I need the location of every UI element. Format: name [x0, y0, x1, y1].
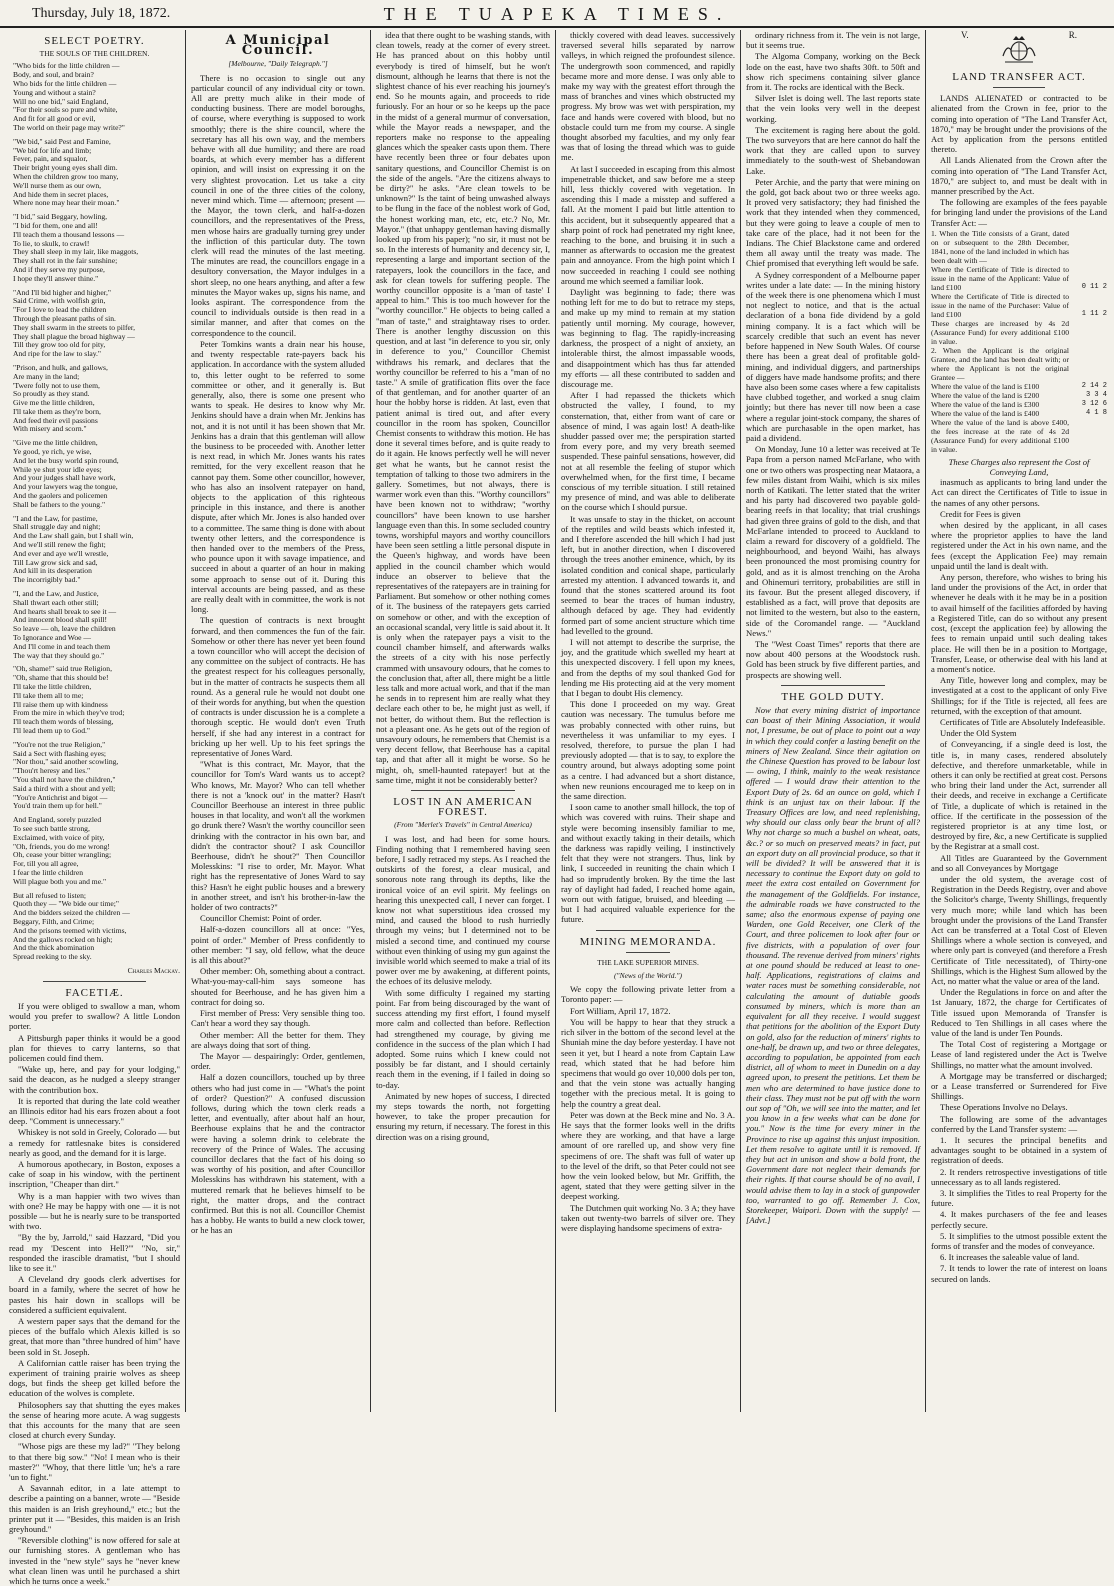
fee-row [931, 319, 1107, 346]
fee-row [931, 229, 1107, 265]
fee-amount: 0 11 2 [1081, 282, 1107, 291]
paragraph: 5. It simplifies to the utmost possible extent the forms of transfer and the modes of conveyance. [931, 1230, 1107, 1252]
paragraph: I was lost, and had been for some hours. Finding nothing that I remembered having seen before, I sadly retraced my steps. As I reached the outskirts of the forest, a clear musical, and sonorous note rang through its depths, like the ironical voice of an evil spirit. My feelings on hearing this unexpected call, I never can forget. I know not what superstitious idea crossed my mind, and caused the blood to rush hurriedly through my veins; but I determined not to be misled a second time, and continued my course without even thinking of using my gun against the invisible world which seemed to make a trial of its power over me by awakening, at different points, the echoes of its delusive melody. [376, 833, 550, 987]
fee-amount: 1 11 2 [1081, 309, 1107, 318]
fee-amount [1069, 229, 1107, 265]
paragraph: A Californian cattle raiser has been trying the experiment of training prairie wolves as sheep dogs, but finds the sheep get killed before the education of the wolves is complete. [9, 1357, 180, 1399]
paragraph: The Total Cost of registering a Mortgage or Lease of land registered under the Act is Twelve Shillings, no matter what the amount involved. [931, 1039, 1107, 1070]
fee-amount: 3 12 6 [1081, 399, 1107, 408]
column-3 [371, 30, 555, 1412]
charges-note: These Charges also represent the Cost of Conveying Land, [948, 456, 1090, 478]
masthead [0, 0, 1114, 28]
royal-cipher [931, 30, 1107, 66]
poem-stanza: "I bid," said Beggary, howling, "I bid for them, one and all! I'll teach them a thousand lessons — To lie, to skulk, to crawl! They shall sleep in my lair, like maggots, They shall rot in the fair sunshine; And if they serve my purpose, I hope they'll answer thine." [13, 212, 139, 283]
fee-description: Where the value of the land is £100 [931, 381, 1040, 391]
fee-description: Where the Certificate of Title is directed to issue in the name of the Applicant: Value of land £100 [931, 264, 1069, 292]
article-body [376, 834, 550, 1142]
paragraph: Under the Old System [940, 728, 1017, 739]
article-body [746, 705, 920, 1225]
poem-stanza: "You're not the true Religion," Said a Sect with flashing eyes; "Nor thou," said another scowling, "Thou'rt heresy and lies." "You shall not have the children," Said a third with a shout and yell; "You're Antichrist and bigot — You'd train them up for hell." [13, 739, 119, 811]
paragraph: All Titles are Guaranteed by the Government and so all Conveyances by Mortgage [931, 852, 1107, 873]
paragraph: 2. It renders retrospective investigations of title unnecessary as to all lands registered. [931, 1166, 1107, 1187]
paragraph: 4. It makes purchasers of the fee and leases perfectly secure. [931, 1209, 1107, 1230]
paragraph: Fort William, April 17, 1872. [570, 1005, 671, 1016]
paragraph: Daylight was beginning to fade; there was nothing left for me to do but to retrace my steps, and make up my mind to remain at my station patiently until morning. My courage, however, was beginning to flag. The rapidly-increasing darkness, the prospect of a night of anxiety, an intolerable thirst, the almost impassable woods, and disappointment which has thus far attended my efforts — all these contributed to sadden and discourage me. [561, 287, 735, 389]
paragraph: under the old system, the average cost of Registration in the Deeds Registry, over and above the Solicitor's charge, Twenty Shillings, frequently very much more; while land which has been brought under the provisions of the Land Transfer Act can be transferred at a Total Cost of Eleven Shillings where a whole section is conveyed, and where only part is conveyed (and therefore a Fresh Certificate of Title necessitated), of Thirty-one Shillings, which is the Highest Sum allowed by the Act, no matter what the value or area of the land. [931, 873, 1107, 986]
poem-stanza: "And I'll bid higher and higher," Said Crime, with wolfish grin, "For I love to lead the children Through the pleasant paths of sin. They shall swarm in the streets to pilfer, They shall plague the broad highway — Till they grow too old for pity, And ripe for the law to slay." [13, 287, 136, 359]
paragraph: These Operations Involve no Delays. [940, 1102, 1068, 1113]
fee-amount [1069, 346, 1107, 382]
fee-row [931, 382, 1107, 391]
fees-table [931, 229, 1107, 454]
article-subheading: THE LAKE SUPERIOR MINES. [597, 957, 699, 967]
paragraph: 6. It increases the saleable value of land. [940, 1252, 1080, 1263]
paragraph: After I had repassed the thickets which obstructed the valley, I found, to my consternation, that, either from want of care or absence of mind, I was again lost! A death-like shudder passed over me; the perspiration started from every pore, and my very breath seemed suspended. These painful sensations, however, did not at all resemble the feeling of stupor which overwhelmed when, for the first time, I became conscious of my terrible situation. I still retained my presence of mind, and was able to deliberate on the course which I should pursue. [561, 390, 735, 513]
facetiae-heading: FACETIÆ. [65, 986, 124, 999]
paragraph: First member of Press: Very sensible thing too. Can't hear a word they say though. [191, 1008, 365, 1029]
paragraph: Now that every mining district of importance can boast of their Mining Association, it would not, I presume, be out of place to point out a way in which they could confer a lasting benefit on the miners of New Zealand. Since their agitation on the Chinese Question has proved to be labour lost — owing, I think, mainly to the weak resistance offered — I would draw their attention to the Export Duty of 2s. 6d an ounce on gold, which I think is an unjust tax on their labour. If the Treasury Offices are low, and need replenishing, why should our class only bear the brunt of all? Why not charge so much a bushel on wheat, oats, &c.? or so much on preserved meats? in fact, put an export duty on all provincial produce, so that it will be divided? It will be answered that it is necessary to continue the Export duty on gold to meet the extra cost entailed on Government for the management of the Goldfields. For instance, the admirable roads we have constructed to the same; also the enormous expense of paying one Warden, one Gold Receiver, one Clerk of the Court, and three policemen to look after four or five districts, with a population of over four thousand. The revenue derived from miners' rights at one pound should be reduced at least to one-half. Applications, registrations of claims and water races must be something considerable, not calculating the amount of dutiable goods consumed by miners, which is more than an equivalent for all they receive. I would suggest that petitions for the abolition of the Export Duty on gold, also for the reduction of miners' rights to one-half, be drawn up, and two or three delegates, according to population, be appointed from each district, all of whom to meet in Dunedin on a day agreed upon, to present the petitions. Let them be men who are determined to have justice done to their class. They must not be put off with the worn out sop of "Oh, we will see into the matter, and let you know in a few weeks what can be done for you." Now is the time for every miner in the Province to rise up against this unjust imposition. Let them resolve to agitate until it is removed. If they but act in unison and show a bold front, the Government dare not neglect their demands for their rights. If that course should be of no avail, I would advise them to lay in a stock of gunpowder too, warranted to go off. Remember J. Cox, Storekeeper, Waipori. Down with the supply! — [Advt.] [746, 705, 920, 1226]
divider [993, 87, 1046, 88]
paragraph: At last I succeeded in escaping from this almost impenetrable thicket, and saw before me a steep hill, less thickly covered with vegetation. In ascending this I made a misstep and suffered a fall. At the moment I paid but little attention to this accident, but it subsequently appeared that a sharp point of rock had penetrated my right knee, reaching to the bone, and bruising it in such a manner as afterwards to occasion me the greatest pain and annoyance. From the high point which I now succeeded in reaching I could see nothing around me which seemed a familiar look. [561, 163, 735, 286]
paragraph: Peter Archie, and the party that were mining on the gold, got back about two or three weeks ago. It proved very satisfactory; they had finished the work that they intended when they commenced, but they were going to leave a couple of men to take care of the place, had it not been for the Indians. The Chief Blackstone came and ordered them all away until the treaty was made. The Chief promised that everything left would be safe. [746, 176, 920, 269]
paragraph: If you were obliged to swallow a man, whom would you prefer to swallow? A little London porter. [9, 1000, 180, 1032]
fee-description: Where the value of the land is £400 [931, 408, 1040, 418]
paragraph: Under the Regulations in force on and after the 1st January, 1872, the charge for Certificates of Title issued upon Memoranda of Transfer is Reduced to Ten Shillings in all cases where the value of the land is under Ten Pounds. [931, 987, 1107, 1039]
column-6 [926, 30, 1112, 1412]
paragraph: A humorous apothecary, in Boston, exposes a cake of soap in his window, with the pertinent inscription, "Cheaper than dirt." [9, 1158, 180, 1190]
paragraph: Peter Tomkins wants a drain near his house, and twenty respectable rate-payers back his application. In accordance with the system alluded to, this letter ought to be referred to some committee or other, and it generally is. But generally, also, there is some one present who wants to speak. He desires to know why Mr. Jenkins should have a drain when Mr. Jenkins has not, and it is not until it has been shown that Mr. Jenkins has a drain that this gentleman will allow the business to be proceeded with. Another letter is next read, in which Mr. Jones wants his rates remitted, for the very excellent reason that he cannot pay them. Some other councillor, however, who has also an insolvent ratepayer on hand, objects to the application of this righteous principle in this instance, and there is another dispute, after which Mr. Jones is also handed over to a committee. The same thing is done with about twenty other letters, and the correspondence is then handed over to the members of the Press, who pounce upon it with savage impatience, and succeed in about a quarter of an hour in making some approach to sense out of it. During this interval accounts are being passed, and as these are really dealt with in committee, the work is not long. [191, 338, 365, 615]
paragraph: We copy the following private letter from a Toronto paper: — [561, 984, 735, 1005]
article-body [561, 984, 735, 1233]
poetry-heading: SELECT POETRY. [44, 35, 145, 47]
paragraph: Why is a man happier with two wives than with one? He may be happy with one — it is not possible — but he is nearly sure to be transported with two. [9, 1190, 180, 1232]
poem-stanza: And England, sorely puzzled To see such battle strong, Exclaimed, with voice of pity, "Oh, friends, you do me wrong! Oh, cease your bitter wrangling; For, till you all agree, I fear the little children Will plague both you and me." [13, 815, 112, 886]
paragraph: Half-a-dozen councillors all at once: "Yes, point of order." Member of Press confidently to other member: "I say, old fellow, what the deuce is all this about?" [191, 924, 365, 966]
fee-row [931, 265, 1107, 292]
poem-stanza: "I, and the Law, and Justice, Shall thwart each other still; And hearts shall break to see it — And innocent blood shall spill! So leave — oh, leave the children To Ignorance and Woe — And I'll come in and teach them The way that they should go." [13, 589, 117, 660]
poem-stanza: "Give me the little children, Ye good, ye rich, ye wise, And let the busy world spin round, While ye shut your idle eyes; And your judges shall have work, And your lawyers wag the tongue, And the gaolers and policemen Shall be fathers to the young." [13, 438, 119, 509]
paragraph: Other member: All the better for them. They are always doing that sort of thing. [191, 1029, 365, 1050]
article-heading: A Municipal Council. [225, 33, 331, 59]
paragraph: Animated by new hopes of success, I directed my steps towards the north, not forgetting however, to take the proper precaution for ensuring my return, if necessary. The forest in this direction was on a rising ground, [376, 1090, 550, 1142]
fee-description: 1. When the Title consists of a Grant, dated on or subsequent to the 28th December, 1841, none of the land included in which has been dealt with — [931, 228, 1069, 265]
paragraph: Half a dozen councillors, touched up by three others who had just come in — "What's the point of order? Question?" A confused discussion follows, during which the town clerk reads a letter, and eventually, after about half an hour, Beerhouse explains that he and the contractor were having a solemn drink to celebrate the recovery of the Prince of Wales. The accusing councillor declares that the fact of his doing so was worthy of his position, and after Councillor Molesskins has withdrawn his statement, with a muttered remark that he believes himself to be right, the matter drops, and the contract confirmed. But this is not all. Councillor Chemist has a hobby. He wants to build a new clock tower, or he has an [191, 1072, 365, 1236]
paragraph: "By the by, Jarrold," said Hazzard, "Did you read my 'Descent into Hell?'" "No, sir," responded the irascible dramatist, "but I should like to see it." [9, 1232, 180, 1273]
paragraph: Peter was down at the Beck mine and No. 3 A. He says that the former looks well in the drifts where they are working, and that have a large amount of ore rarelled up, and show very fine specimens of ore. The shaft was full of water up to the level of the drift, so that Peter could not see how the vein looked below, but Mr. Griffith, the agent, stated that they were getting silver in the deepest working. [561, 1109, 735, 1202]
paragraph: when desired by the applicant, in all cases where the proprietor applies to have the land registered under the Act in his own name, and the fees (except the Application Fee) may remain unpaid until the land is dealt with. [931, 520, 1107, 571]
fee-description: Where the value of the land is £200 [931, 390, 1040, 400]
paragraph: The Mayor — despairingly: Order, gentlemen, order. [191, 1050, 365, 1072]
paragraph: Any Title, however long and complex, may be investigated at a cost to the applicant of only Five Shillings; for if the Title is rejected, all fees are returned, with the exception of that amount. [931, 675, 1107, 716]
paragraph: The Algoma Company, working on the Beck lode on the east, have two shafts 30ft. to 50ft and show rich specimens containing silver glance from it. The rocks are identical with the Beck. [746, 51, 920, 93]
poem-stanza: "I and the Law, for pastime, Shall struggle day and night; And the Law shall gain, but I shall win, And we'll still renew the fight; And ever and aye we'll wrestle, Till Law grow sick and sad, And kill in its desperation The incorrigibly bad." [13, 513, 134, 585]
notice-heading: LAND TRANSFER ACT. [952, 71, 1086, 83]
paragraph: I soon came to another small hillock, the top of which was covered with ruins. Their shape and style were becoming insensibly familiar to me, and without exactly taking in their details, which the darkness was rapidly veiling, I instinctively felt that they were not strangers. Thus, link by link, I succeeded in reuniting the chain which I had so imprudently broken. By the time the last ray of daylight had faded, I reached home again, worn out with fatigue, bruised, and bleeding — but I had acquired valuable experience for the future. [561, 802, 735, 925]
fee-description: Where the value of the land is £300 [931, 399, 1040, 409]
paragraph: A Savannah editor, in a late attempt to describe a painting on a banner, wrote — "Beside this maiden is an Irish greyhound," etc.; but the printer put it — "Besides, this maiden is an Irish greyhound." [9, 1483, 180, 1535]
article-body [561, 30, 735, 925]
paragraph: This done I proceeded on my way. Great caution was necessary. The tumulus before me was probably connected with other ruins, but nevertheless it was unfamiliar to my eyes. I resolved, therefore, to pursue the plan I had previously adopted — that is to say, to explore the country around, but always adopting some point as a centre. I had advanced but a short distance, when new reunions encouraged me to keep on in the same direction. [561, 699, 735, 802]
column-1 [4, 30, 185, 1586]
paragraph: Certificates of Title are Absolutely Indefeasible. [940, 716, 1106, 727]
fee-row [931, 346, 1107, 382]
fee-description: These charges are increased by 4s 2d (Assurance Fund) for every additional £100 in value. [931, 318, 1069, 346]
issue-date: Thursday, July 18, 1872. [32, 6, 171, 21]
paragraph: A Sydney correspondent of a Melbourne paper writes under a late date: — In the mining history of the week there is one phenomena which I must not neglect to notice, and that is the actual declaration of a bona fide dividend by a gold mining company. It is a fact which will be scarcely credible that such an event has never before happened in New South Wales. Of course there has been a great deal of profitable gold-mining, and individual diggers, and partnerships of diggers have made handsome profits; and there have also been some cases where a few capitalists have clubbed together, and worked a snug claim jointly; but there has never till now been a case where a regular joint-stock company, the shares of which are purchasable in the open market, has paid a dividend. [746, 269, 920, 443]
paragraph: A western paper says that the demand for the pieces of the buffalo which Alexis killed is so great, that more than "three hundred of him" have been sold in St. Joseph. [9, 1316, 180, 1357]
poem [9, 62, 180, 975]
poem-stanza: "We bid," said Pest and Famine, "We bid for life and limb; Fever, pain, and squalor, Their bright young eyes shall dim. When the children grow too many, We'll nurse them as our own, And hide them in secret places, Where none may hear their moan." [13, 136, 120, 208]
divider [43, 981, 146, 982]
article-source: (From "Merlet's Travels" in Central America) [394, 820, 532, 830]
cipher-left: V. [961, 30, 969, 40]
paragraph: idea that there ought to be washing stands, with clean towels, ready at the corner of every street. He has pranced about on this hobby until everybody is tired of himself, but he won't dismount, although he learns that there is not the slightest chance of his ever reaching his journey's end. So he mounts again, and proceeds to ride furiously. For an hour or so he keeps up the pace in the midst of a general murmur of conversation, while the Mayor reads a newspaper, and the reporters make no response to the appealing glances which the speaker casts upon them. There have recently been three or four debates upon sanitary questions, and Councillor Chemist is on the side of the angels. "Are the citizens always to be dirty?" he asks. "Are clean towels to be unknown?" Is the taint of being unwashed always to be flung in the face of the noblest work of God, the honest working man, etc, etc, etc.? No, Mr. Mayor." (that unhappy gentleman having dismally looked up from his paper); "no sir, it must not be so. In the interests of humanity and decency sir, I, representing a large and important section of the ratepayers, look the councillors in the face, and ask for clean towels for suffering people. The worthy councillor opposite is a 'man of taste' I appeal to him." This is too much however for the "worthy councillor." He objects to being called a "man of taste," and straightaway rises to order. There is another lengthy discussion on this question, and at last "in deference to you sir, only in deference to you," Councillor Chemist withdraws his remark, and declares that the worthy councillor be referred to his a "man of no taste." A smile of gratification flits over the face of that gentleman, and for another quarter of an hour the hobby horse is ridden. At last, even that patient animal is tired out, and after every councillor in the room has spoken, Councillor Chemist consents to withdraw this motion. He has done it several times before, and is quite ready to do it again. He knows perfectly well he will never get what he wants, but he cannot resist the temptation of talking to those two admirers in the gallery. Sometimes, but not always, there is warmer work even than this. "Worthy councillors" have been known not to withdraw; "worthy councillors" have been known to use harsher language even than this. In some secluded country towns, worshipful mayors and worthy councillors have been seen settling a little personal dispute in the Queen's highway, and words have been applied in the council chamber which would induce an observer to believe that the representatives of the ratepayers are in training for Parliament. But somehow or other nothing comes of it. The business of the ratepayers gets carried on somehow or other, and with the exception of an occasional scandal, very little is said about it. It is only when the ratepayer pays a visit to the council chamber himself, and afterwards walks the streets of a city with his nose perfectly crammed with unsavoury odours, that he comes to the conclusion that, after all, there might be a little less talk and more actual work, and that if the man he sends in to represent him are really what they declare each other to be, he might just as well, if not better, do without them. But the reflection is not a pleasant one. As he gets out of the region of unsavoury odours, he remembers that Chemist is a very decent fellow, that Beerhouse has a capital tap, and that after all it might be worse. So he might, oh, smell-haunted ratepayer! but at the same time, might it not be considerably better? [376, 30, 550, 785]
column-2 [186, 30, 370, 1412]
paragraph: The following are some of the advantages conferred by the Land Transfer system: — [931, 1113, 1107, 1134]
notice-body [931, 93, 1107, 228]
paragraph: Any person, therefore, who wishes to bring his land under the provisions of the Act, in order that whenever he deals with it he may be in a position to avail himself of the facilities afforded by having a Registered Title, can do so without any present cost, (except the application fee) by allowing the fees to remain unpaid until such dealing takes place. He will then be in a position to Mortgage, Transfer, Lease, or otherwise deal with his land at a moment's notice. [931, 572, 1107, 674]
divider [781, 685, 885, 686]
article-heading: LOST IN AN AMERICAN FOREST. [393, 796, 533, 819]
article-source: [Melbourne, "Daily Telegraph."] [228, 59, 328, 69]
royal-crest-icon [999, 34, 1039, 64]
paragraph: A Cleveland dry goods clerk advertises for board in a family, where the secret of how he pastes his hair down in scallops will be considered a sufficient equivalent. [9, 1274, 180, 1315]
cipher-right: R. [1068, 30, 1077, 40]
fee-amount: 2 14 2 [1081, 381, 1107, 390]
paragraph: A Mortgage may be transferred or discharged; or a Lease transferred or Surrendered for Five Shillings. [931, 1070, 1107, 1102]
paragraph: 1. It secures the principal benefits and advantages sought to be obtained in a system of registration of deeds. [931, 1135, 1107, 1166]
article-body [746, 30, 920, 680]
facetiae-list [9, 1001, 180, 1586]
paragraph: "What is this contract, Mr. Mayor, that the councillor for Tom's Ward wants us to accept? Who knows, Mr. Mayor? Who can tell whether there is not a 'knock out' in the matter? Hasn't Councillor Beerhouse an interest in three public houses in that locality, and won't all the workmen go drunk there? Wasn't the worthy councillor seen drinking with the contractor in his own bar, and didn't the contractor shout? I ask Councillor Beerhouse, didn't he shout?" Then Councillor Molesskins: "I rise to order, Mr. Mayor. What right has the representative of Jones Ward to say this? Hasn't he eight public houses and a brewery in another street, and isn't his brother-in-law the holder of two contracts?" [191, 759, 365, 913]
fee-amount: 3 3 4 [1085, 390, 1107, 399]
notice-body [931, 477, 1107, 1284]
article-heading: MINING MEMORANDA. [579, 935, 717, 948]
fee-amount [1069, 418, 1107, 454]
poem-title: THE SOULS OF THE CHILDREN. [39, 49, 150, 59]
fee-row [931, 292, 1107, 319]
paragraph: of Conveyancing, if a single deed is lost, the title is, in many cases, rendered absolutely defective, and therefore unmarketable, while in others it can only be rectified at great cost. Persons who bring their land under the Act, surrender all their deeds, and receive in exchange a Certificate of Title, a duplicate of which is retained in the office. If the certificate in the possession of the registered proprietor is at any time lost, or destroyed by fire, &c, a new Certificate is supplied by the Registrar at a small cost. [931, 739, 1107, 852]
article-body [376, 30, 550, 785]
paragraph: Councillor Chemist: Point of order. [200, 913, 322, 924]
newspaper-title: THE TUAPEKA TIMES. [383, 4, 731, 24]
poem-author: Charles Mackay. [127, 965, 180, 975]
fee-description: Where the value of the land is above £400, the fees increase at the rate of 4s 2d (Assurance Fund) for every additional £100 in value. [931, 417, 1069, 454]
paragraph: Credit for Fees is given [940, 508, 1021, 519]
paragraph: It is reported that during the late cold weather an Illinois editor had his ears frozen about a foot deep. "Comment is unnecessary." [9, 1095, 180, 1127]
paragraph: It was unsafe to stay in the thicket, on account of the reptiles and wild beasts which infested it, and I therefore ascended the hill which I had just left, but in another direction, when I discovered through the trees another eminence, which, by its isolated condition and conical shape, particularly arrested my attention. I advanced towards it, and found that the stones scattered around its foot seemed to bear the traces of human industry, although defaced by age. They had evidently formed part of some ancient structure which time had levelled to the ground. [561, 513, 735, 636]
paragraph: On Monday, June 10 a letter was received at Te Papa from a person named McFarlane, who with one or two others was prospecting near Mataora, a few miles distant from Waihi, which is six miles north of Katikati. The letter stated that the writer and his party had discovered two payable gold-bearing reefs in that locality; that trial crushings had given three grains of gold to the dish, and that McFarlane intended to proceed to Auckland to claim a reward for discovery of a goldfield. The neighbourhood, and beyond Waihi, has always been pronounced the most promising country for gold, and as it is almost trenching on the Aroha and Ohinemuri territory, probabilities are still in its favour. But the present alleged discovery, if established as a fact, will prove that deposits are not limited to the western, but also to the eastern, side of the Coromandel range. — "Auckland News." [746, 444, 920, 638]
paragraph: There is no occasion to single out any particular council of any individual city or town. All are pretty much alike in their mode of conducting business. There are model boroughs, of course, where everything is supposed to work smoothly; there is the shire council, where the secretary has all his own way, and the members behave with all due humility; and there are road boards, at which every member has a different opinion, and will insist on expressing it on the very slightest provocation. Let us take a city council in one of the three cities of the colony, never mind which. Time — afternoon; present — the Mayor, the town clerk, and half-a-dozen councillors, and the representatives of the Press, men whose hairs are gradually turning grey under the infliction of this particular duty. The town clerk will read the minutes of the last meeting. The minutes are read, the councillors engage in a desultory conversation, the Mayor indulges in a short sleep, no one hears anything, and after a few minutes the Mayor wakes up, signs his name, and looks aspirant. The correspondence from the council to individuals outside is then read in a similar manner, and after that comes on the correspondence to the council. [191, 72, 365, 338]
paragraph: ordinary richness from it. The vein is not large, but it seems true. [746, 30, 920, 51]
divider [411, 790, 515, 791]
poem-stanza: "Who bids for the little children — Body, and soul, and brain? Who bids for the little children — Young and without a stain? Will no one bid," said England, "For their souls so pure and white, And fit for all good or evil, The world on their page may write?" [13, 61, 125, 132]
divider [596, 930, 700, 931]
paragraph: thickly covered with dead leaves. successively traversed several hills separated by narrow valleys, in which reigned the profoundest silence. The undergrowth soon commenced, and rapidly became more and more dense. I was only able to make my way with the greatest effort through the mass of branches and vines which obstructed my progress. My brow was wet with perspiration, my face and hands were covered with blood, but no obstacle could turn me from my course. A single thought absorbed my faculties, and my only fear was that of losing the thread which was to guide me. [561, 30, 735, 163]
paragraph: The "West Coast Times" reports that there are now about 400 persons at the Woodstock rush. Gold has been struck by five different parties, and prospects are showing well. [746, 638, 920, 680]
fee-amount: 4 1 8 [1085, 408, 1107, 417]
paragraph: The excitement is raging here about the gold. The two surveyors that are here cannot do half the work that they are called upon to survey immediately to the south-west of Shebandowan Lake. [746, 124, 920, 176]
paragraph: Other member: Oh, something about a contract. What-you-may-call-him says someone has shouted for Beerhouse, and he has given him a contract for doing so. [191, 966, 365, 1007]
paragraph: 7. It tends to lower the rate of interest on loans secured on lands. [931, 1263, 1107, 1284]
paragraph: The question of contracts is next brought forward, and then commences the fun of the fair. Somehow or other there has never yet been found a town councillor who will accept the decision of any committee on the subject of contracts. He has the greatest respect for his colleagues personally, but in the matter of contracts he suspects them all round. As a general rule he would not doubt one of their words for anything, but when the question of contracts is under discussion he is a complete a thorough sceptic. He would don't even Truth herself, if she had any interest in a contract for bricking up her well. Up to his feet springs the representative of Jones Ward. [191, 615, 365, 759]
paragraph: "Wake up, here, and pay for your lodging," said the deacon, as he nudged a sleepy stranger with the contribution box. [9, 1064, 180, 1095]
fee-row [931, 400, 1107, 409]
article-body [191, 73, 365, 1236]
paragraph: LANDS ALIENATED or contracted to be alienated from the Crown in fee, prior to the coming into operation of "The Land Transfer Act, 1870," may be brought under the provisions of the Act by application from the persons entitled thereto. [931, 93, 1107, 155]
fee-amount [1069, 319, 1107, 346]
article-source: ("News of the World.") [613, 971, 683, 981]
fee-description: 2. When the Applicant is the original Grantee, and the land has been dealt with; or where the Applicant is not the original Grantee — [931, 345, 1069, 382]
fee-row [931, 391, 1107, 400]
fee-description: Where the Certificate of Title is directed to issue in the name of the Purchaser: Value of land £100 [931, 291, 1069, 319]
poem-stanza: "Oh, shame!" said true Religion, "Oh, shame that this should be! I'll take the little children, I'll take them all to me; I'll raise them up with kindness From the mire in which they've trod; I'll teach them words of blessing, I'll lead them up to God." [13, 664, 125, 735]
paragraph: "Reversible clothing" is now offered for sale at our furnishing stores. A gentleman who has invested in the "new style" says he "never knew what clean linen was until he purchased a shirt which he turns once a week." [9, 1535, 180, 1586]
paragraph: Philosophers say that shutting the eyes makes the sense of hearing more acute. A wag suggests that this accounts for the many that are seen closed at church every Sunday. [9, 1399, 180, 1441]
paragraph: inasmuch as applicants to bring land under the Act can direct the Certificates of Title to issue in the names of any other persons. [931, 477, 1107, 508]
poem-stanza: But all refused to listen; Quoth they — "We bide our time;" And the bidders seized the children — Beggary, Filth, and Crime; And the prisons teemed with victims, And the gallows rocked on high; And the thick abomination Spread reeking to the sky. [13, 890, 130, 962]
column-5 [741, 30, 925, 1412]
paragraph: The following are examples of the fees payable for bringing land under the provisions of the Land Transfer Act: — [931, 197, 1107, 228]
fee-row [931, 418, 1107, 454]
paragraph: You will be happy to hear that they struck a rich silver in the bottom of the second level at the Shuniah mine the day before yesterday. I have not seen it yet, but I heard a note from Captain Law read, which stated that he had before him specimens that would go over 10,000 dols per ton, and that the vein stone was actually hanging together with the precious metal. It is going to help the country a great deal. [561, 1016, 735, 1109]
paragraph: With some difficulty I regained my starting point. Far from being discouraged by the want of success attending my first effort, I found myself more calm and collected than before. Reflection had strengthened my courage, by giving me confidence in the success of the plan which I had adopted. Some ruins which I knew could not possibly be far distant, and I should certainly reach them in the evening, if I failed in doing so to-day. [376, 987, 550, 1090]
paragraph: Silver Islet is doing well. The last reports state that the vein looks very well in the deepest working. [746, 93, 920, 124]
paragraph: The Dutchmen quit working No. 3 A; they have taken out twenty-two barrels of silver ore. They were displaying handsome specimens of extra- [561, 1202, 735, 1233]
paragraph: 3. It simplifies the Titles to real Property for the future. [931, 1188, 1107, 1209]
article-heading: THE GOLD DUTY. [781, 690, 885, 703]
paragraph: All Lands Alienated from the Crown after the coming into operation of "The Land Transfer Act, 1870," are subject to, and must be dealt with in manner prescribed by the Act. [931, 155, 1107, 197]
paragraph: A Pittsburgh paper thinks it would be a good plan for thieves to carry lanterns, so that policemen could find them. [9, 1032, 180, 1063]
divider [626, 952, 670, 953]
fee-row [931, 409, 1107, 418]
paragraph: "Whose pigs are these my lad?" "They belong to that there big sow." "No! I mean who is their master?" "Whoy, that there little 'un; he's a rare 'un to fight." [9, 1441, 180, 1483]
poem-stanza: "Prison, and hulk, and gallows, Are many in the land; 'Twere folly not to use them, So proudly as they stand. Give me the little children, I'll take them as they're born, And feed their evil passions With misery and scorn." [13, 362, 108, 434]
paragraph: Whiskey is not sold in Greely, Colorado — but a remedy for rattlesnake bites is considered nearly as good, and the demand for it is large. [9, 1127, 180, 1158]
column-4 [556, 30, 740, 1412]
paragraph: I will not attempt to describe the surprise, the joy, and the gratitude which swelled my heart at this unexpected discovery. I fell upon my knees, and from the depths of my soul thanked God for lending me His protecting aid at the very moment that I began to doubt His clemency. [561, 636, 735, 698]
